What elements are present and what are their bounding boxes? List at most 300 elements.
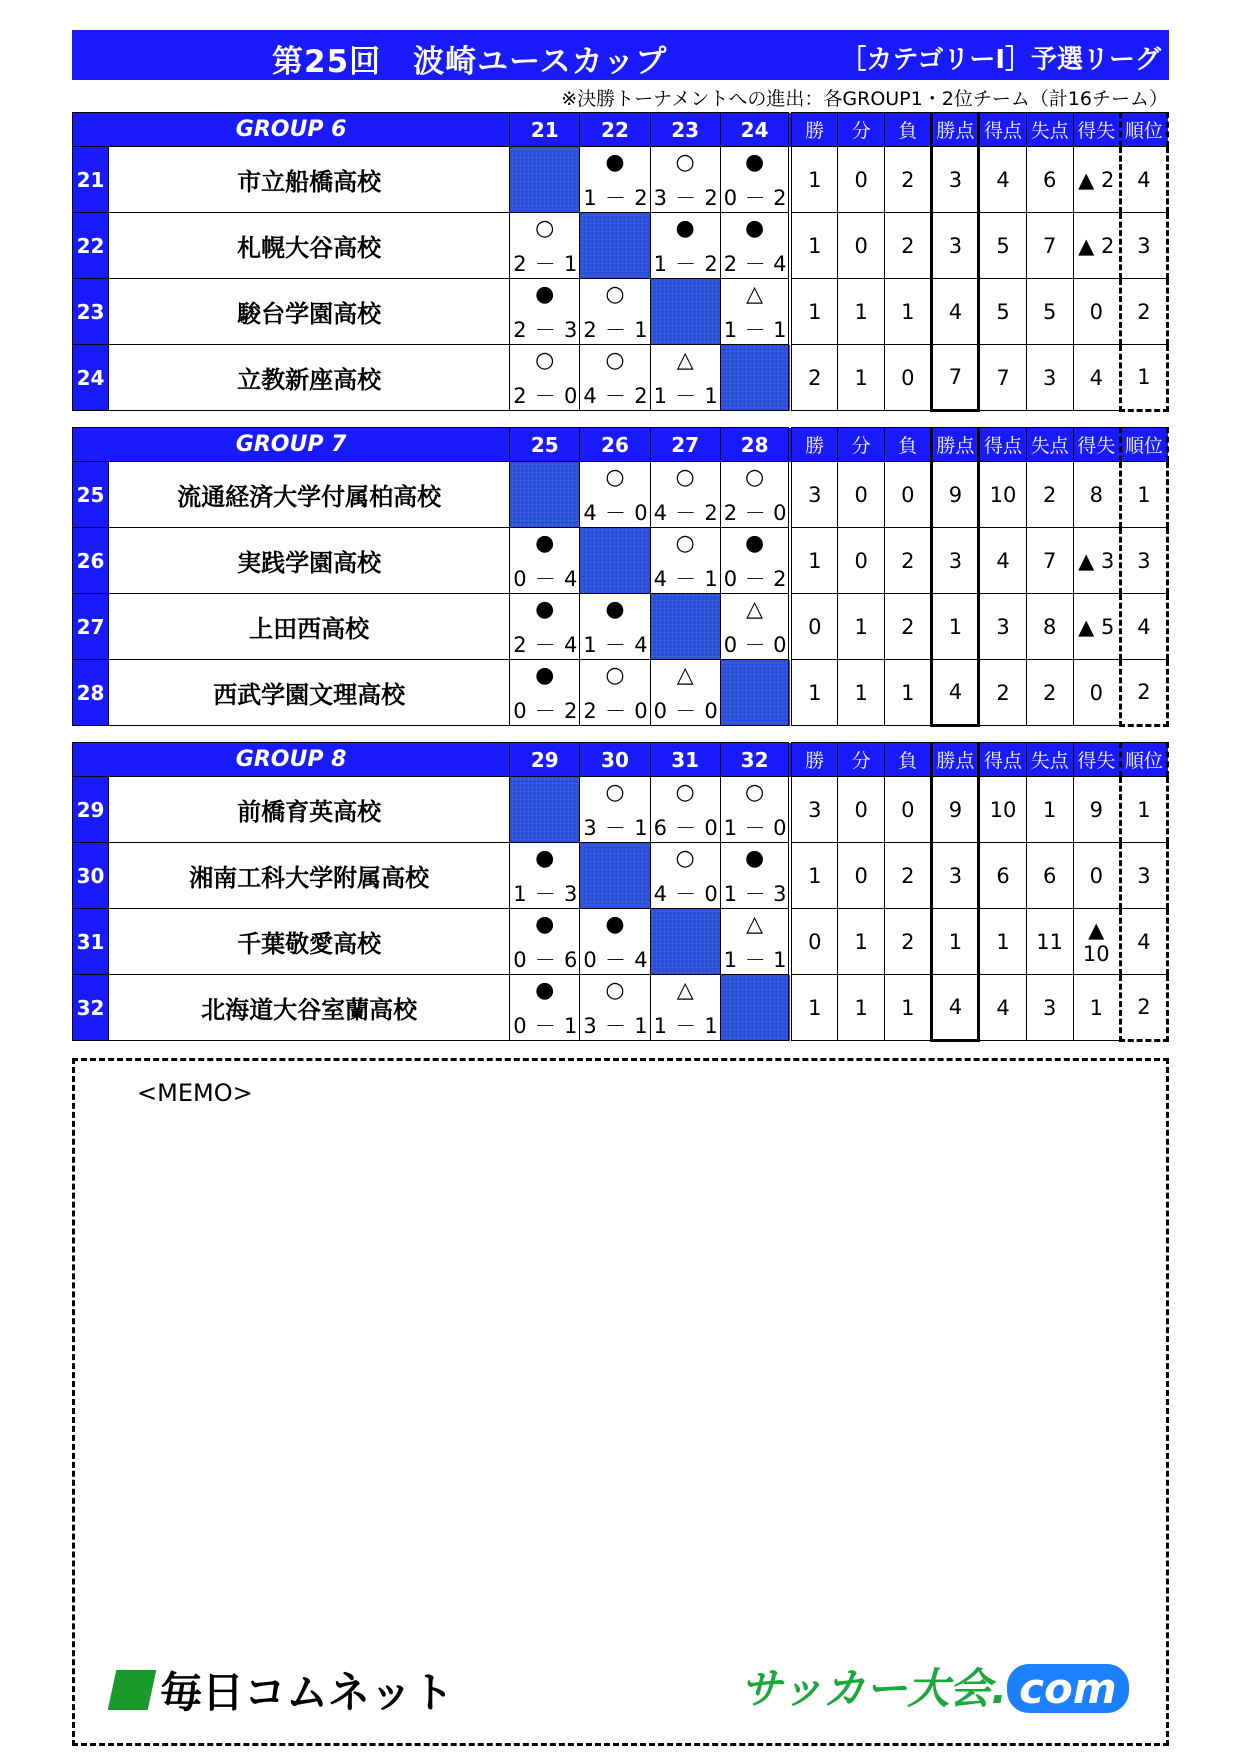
column-header-win: 勝 — [790, 428, 837, 462]
match-result-cell — [510, 345, 580, 411]
column-header-loss: 負 — [885, 113, 932, 147]
match-score — [513, 318, 577, 342]
score-for: 3 — [583, 1014, 597, 1038]
column-header-gf: 得点 — [979, 743, 1026, 777]
match-score — [654, 252, 718, 276]
stat-loss: 2 — [885, 528, 932, 594]
result-mark: ● — [535, 846, 555, 871]
match-result-cell — [510, 975, 580, 1041]
result-mark: ● — [535, 978, 555, 1003]
score-against: 1 — [704, 567, 718, 591]
table-row — [73, 975, 1168, 1041]
score-dash: － — [744, 567, 766, 591]
result-mark: ● — [535, 531, 555, 556]
score-for: 2 — [723, 501, 738, 525]
match-score — [654, 1014, 718, 1038]
stat-goals-for: 5 — [979, 279, 1026, 345]
stat-loss: 2 — [885, 594, 932, 660]
score-for: 1 — [653, 1014, 667, 1038]
stat-loss: 2 — [885, 843, 932, 909]
stat-goal-difference: 0 — [1073, 279, 1120, 345]
stat-goals-against: 11 — [1026, 909, 1073, 975]
match-result-cell — [720, 909, 790, 975]
team-name: 流通経済大学付属柏高校 — [109, 462, 510, 528]
match-result-cell — [650, 843, 720, 909]
result-mark: △ — [746, 912, 764, 937]
score-dash: － — [534, 318, 556, 342]
result-mark: ● — [744, 531, 765, 556]
score-dash: － — [604, 501, 626, 525]
stat-rank: 1 — [1120, 777, 1167, 843]
match-result-cell — [510, 909, 580, 975]
score-dash: － — [534, 252, 556, 276]
column-header-ga: 失点 — [1026, 428, 1073, 462]
score-dash: － — [675, 252, 697, 276]
stat-rank: 3 — [1120, 528, 1167, 594]
team-name: 実践学園高校 — [109, 528, 510, 594]
score-for: 1 — [583, 633, 597, 657]
opponent-number-header: 26 — [580, 428, 650, 462]
match-result-cell — [580, 462, 650, 528]
column-header-draw: 分 — [838, 743, 885, 777]
match-score — [654, 384, 718, 408]
stat-goal-difference: 4 — [1073, 345, 1120, 411]
score-against: 1 — [564, 1014, 578, 1038]
score-against: 2 — [634, 384, 648, 408]
score-against: 2 — [704, 252, 718, 276]
team-number: 25 — [73, 462, 109, 528]
team-name: 駿台学園高校 — [109, 279, 510, 345]
table-row — [73, 147, 1168, 213]
team-number: 24 — [73, 345, 109, 411]
score-for: 4 — [653, 882, 667, 906]
score-for: 6 — [653, 816, 667, 840]
result-mark: ○ — [535, 348, 555, 373]
score-against: 0 — [634, 699, 648, 723]
stat-goal-difference: 8 — [1073, 462, 1120, 528]
score-dash: － — [675, 699, 697, 723]
team-number: 31 — [73, 909, 109, 975]
stat-win: 1 — [790, 843, 837, 909]
group-name: GROUP 7 — [73, 428, 510, 462]
score-dash: － — [744, 882, 766, 906]
stat-goal-difference: 1 — [1073, 975, 1120, 1041]
column-header-points: 勝点 — [932, 428, 979, 462]
table-row — [73, 660, 1168, 726]
score-for: 1 — [723, 882, 738, 906]
match-score — [583, 948, 647, 972]
score-against: 0 — [634, 501, 648, 525]
match-score — [513, 882, 577, 906]
score-dash: － — [534, 633, 556, 657]
table-row — [73, 345, 1168, 411]
stat-loss: 1 — [885, 660, 932, 726]
self-match-cell — [580, 528, 650, 594]
stat-points: 3 — [932, 213, 979, 279]
score-dash: － — [675, 882, 697, 906]
score-against: 0 — [704, 882, 718, 906]
result-mark: ○ — [744, 780, 765, 805]
column-header-draw: 分 — [838, 428, 885, 462]
match-result-cell — [720, 843, 790, 909]
team-name: 立教新座高校 — [109, 345, 510, 411]
stat-goals-against: 2 — [1026, 462, 1073, 528]
score-for: 2 — [513, 633, 527, 657]
column-header-gd: 得失 — [1073, 743, 1120, 777]
match-score — [724, 816, 787, 840]
team-name: 前橋育英高校 — [109, 777, 510, 843]
self-match-cell — [510, 462, 580, 528]
memo-box — [72, 1058, 1169, 1746]
stat-points: 4 — [932, 279, 979, 345]
score-against: 4 — [634, 948, 648, 972]
stat-win: 3 — [790, 462, 837, 528]
match-score — [583, 318, 647, 342]
stat-rank: 4 — [1120, 909, 1167, 975]
score-dash: － — [534, 699, 556, 723]
team-number: 26 — [73, 528, 109, 594]
team-name: 市立船橋高校 — [109, 147, 510, 213]
match-score — [583, 633, 647, 657]
table-row — [73, 777, 1168, 843]
match-result-cell — [580, 909, 650, 975]
advancement-note: ※決勝トーナメントへの進出：各GROUP1・2位チーム（計16チーム） — [561, 88, 1168, 110]
result-mark: ○ — [675, 846, 695, 871]
result-mark: ○ — [605, 780, 625, 805]
score-dash: － — [604, 699, 626, 723]
score-dash: － — [604, 186, 626, 210]
stat-rank: 1 — [1120, 462, 1167, 528]
column-header-ga: 失点 — [1026, 743, 1073, 777]
score-against: 3 — [564, 318, 578, 342]
stat-rank: 2 — [1120, 660, 1167, 726]
score-against: 2 — [773, 567, 787, 591]
match-score — [724, 948, 787, 972]
score-dash: － — [534, 882, 556, 906]
match-result-cell — [510, 213, 580, 279]
stat-points: 3 — [932, 147, 979, 213]
match-score — [583, 1014, 647, 1038]
match-score — [724, 567, 787, 591]
column-header-gd: 得失 — [1073, 113, 1120, 147]
score-dash: － — [744, 318, 766, 342]
column-header-win: 勝 — [790, 113, 837, 147]
result-mark: ○ — [605, 282, 625, 307]
stat-draw: 0 — [838, 462, 885, 528]
score-against: 0 — [564, 384, 578, 408]
score-dash: － — [675, 384, 697, 408]
score-dash: － — [675, 1014, 697, 1038]
match-score — [654, 567, 718, 591]
score-dash: － — [744, 501, 766, 525]
match-score — [724, 252, 787, 276]
result-mark: ○ — [605, 465, 625, 490]
result-mark: ○ — [605, 348, 625, 373]
result-mark: ○ — [675, 780, 695, 805]
score-for: 0 — [513, 948, 527, 972]
match-score — [583, 186, 647, 210]
score-for: 3 — [653, 186, 667, 210]
score-dash: － — [675, 186, 697, 210]
score-for: 1 — [653, 384, 667, 408]
stat-goals-for: 6 — [979, 843, 1026, 909]
stat-rank: 2 — [1120, 279, 1167, 345]
match-score — [654, 699, 718, 723]
score-against: 2 — [704, 186, 718, 210]
score-for: 0 — [513, 1014, 527, 1038]
stat-win: 1 — [790, 975, 837, 1041]
stat-draw: 0 — [838, 777, 885, 843]
stat-win: 1 — [790, 528, 837, 594]
stat-rank: 4 — [1120, 594, 1167, 660]
column-header-loss: 負 — [885, 428, 932, 462]
score-against: 0 — [773, 816, 787, 840]
score-for: 4 — [653, 501, 667, 525]
opponent-number-header: 27 — [650, 428, 720, 462]
stat-draw: 1 — [838, 345, 885, 411]
team-name: 札幌大谷高校 — [109, 213, 510, 279]
stat-goals-against: 3 — [1026, 345, 1073, 411]
match-score — [513, 1014, 577, 1038]
team-number: 30 — [73, 843, 109, 909]
score-for: 2 — [513, 384, 527, 408]
stat-points: 4 — [932, 975, 979, 1041]
stat-goals-against: 2 — [1026, 660, 1073, 726]
team-name: 湘南工科大学附属高校 — [109, 843, 510, 909]
stat-goals-against: 6 — [1026, 843, 1073, 909]
stat-win: 0 — [790, 909, 837, 975]
title-bar — [72, 30, 1169, 80]
score-against: 1 — [704, 1014, 718, 1038]
column-header-gd: 得失 — [1073, 428, 1120, 462]
match-result-cell — [720, 213, 790, 279]
group-table — [72, 427, 1169, 727]
result-mark: ○ — [675, 531, 695, 556]
team-number: 23 — [73, 279, 109, 345]
match-result-cell — [580, 777, 650, 843]
stat-draw: 0 — [838, 528, 885, 594]
column-header-points: 勝点 — [932, 743, 979, 777]
stat-rank: 4 — [1120, 147, 1167, 213]
self-match-cell — [720, 345, 790, 411]
result-mark: △ — [676, 978, 694, 1003]
match-result-cell — [650, 147, 720, 213]
match-score — [513, 633, 577, 657]
score-for: 1 — [583, 186, 597, 210]
table-row — [73, 909, 1168, 975]
score-for: 1 — [653, 252, 667, 276]
score-against: 4 — [773, 252, 787, 276]
stat-goals-against: 8 — [1026, 594, 1073, 660]
column-header-loss: 負 — [885, 743, 932, 777]
opponent-number-header: 28 — [720, 428, 790, 462]
stat-goals-for: 4 — [979, 528, 1026, 594]
stat-points: 9 — [932, 462, 979, 528]
score-for: 2 — [513, 318, 527, 342]
result-mark: ● — [675, 216, 695, 241]
stat-win: 1 — [790, 147, 837, 213]
match-result-cell — [650, 975, 720, 1041]
self-match-cell — [580, 213, 650, 279]
stat-points: 1 — [932, 594, 979, 660]
score-for: 2 — [583, 318, 597, 342]
match-result-cell — [650, 660, 720, 726]
stat-goals-for: 10 — [979, 462, 1026, 528]
match-result-cell — [720, 594, 790, 660]
score-dash: － — [675, 567, 697, 591]
match-score — [654, 501, 718, 525]
stat-goals-for: 10 — [979, 777, 1026, 843]
result-mark: ● — [535, 597, 555, 622]
stat-points: 9 — [932, 777, 979, 843]
stat-goal-difference: ▲ 2 — [1073, 147, 1120, 213]
team-number: 27 — [73, 594, 109, 660]
match-result-cell — [580, 975, 650, 1041]
team-number: 29 — [73, 777, 109, 843]
mainichi-comnet-logo-icon — [108, 1670, 157, 1710]
score-dash: － — [534, 1014, 556, 1038]
result-mark: △ — [676, 663, 694, 688]
score-for: 0 — [723, 567, 738, 591]
stat-goal-difference: 0 — [1073, 843, 1120, 909]
stat-points: 4 — [932, 660, 979, 726]
column-header-win: 勝 — [790, 743, 837, 777]
stat-draw: 1 — [838, 594, 885, 660]
result-mark: ● — [744, 846, 765, 871]
result-mark: ○ — [605, 663, 625, 688]
result-mark: △ — [746, 282, 764, 307]
score-against: 4 — [564, 567, 578, 591]
opponent-number-header: 22 — [580, 113, 650, 147]
stat-goal-difference: ▲ 2 — [1073, 213, 1120, 279]
logo-right-dot: . — [991, 1664, 1008, 1713]
score-for: 1 — [723, 816, 738, 840]
soccer-taikai-logo — [740, 1656, 1129, 1716]
match-score — [513, 948, 577, 972]
stat-goals-against: 3 — [1026, 975, 1073, 1041]
stat-goal-difference: 9 — [1073, 777, 1120, 843]
score-dash: － — [604, 633, 626, 657]
stat-win: 1 — [790, 660, 837, 726]
result-mark: ● — [605, 150, 625, 175]
team-number: 28 — [73, 660, 109, 726]
score-against: 2 — [704, 501, 718, 525]
score-dash: － — [604, 384, 626, 408]
score-dash: － — [744, 633, 766, 657]
stat-points: 7 — [932, 345, 979, 411]
stat-rank: 2 — [1120, 975, 1167, 1041]
match-result-cell — [720, 777, 790, 843]
result-mark: △ — [676, 348, 694, 373]
score-against: 2 — [564, 699, 578, 723]
match-result-cell — [580, 147, 650, 213]
page-title: 第25回 波崎ユースカップ — [272, 44, 668, 80]
self-match-cell — [510, 147, 580, 213]
self-match-cell — [510, 777, 580, 843]
match-score — [724, 318, 787, 342]
memo-label: <MEMO> — [137, 1079, 253, 1107]
match-result-cell — [650, 345, 720, 411]
opponent-number-header: 32 — [720, 743, 790, 777]
score-for: 4 — [653, 567, 667, 591]
match-score — [724, 186, 787, 210]
opponent-number-header: 23 — [650, 113, 720, 147]
stat-goal-difference: ▲ 5 — [1073, 594, 1120, 660]
stat-win: 2 — [790, 345, 837, 411]
match-score — [513, 567, 577, 591]
stat-goals-against: 6 — [1026, 147, 1073, 213]
stat-rank: 1 — [1120, 345, 1167, 411]
group-table — [72, 742, 1169, 1042]
stat-goals-against: 1 — [1026, 777, 1073, 843]
stat-goals-for: 3 — [979, 594, 1026, 660]
team-number: 21 — [73, 147, 109, 213]
match-score — [654, 882, 718, 906]
score-for: 3 — [583, 816, 597, 840]
column-header-rank: 順位 — [1120, 743, 1167, 777]
match-score — [513, 252, 577, 276]
score-dash: － — [744, 948, 766, 972]
score-for: 2 — [583, 699, 597, 723]
self-match-cell — [650, 594, 720, 660]
match-result-cell — [650, 462, 720, 528]
column-header-gf: 得点 — [979, 113, 1026, 147]
match-result-cell — [580, 660, 650, 726]
result-mark: ● — [535, 282, 555, 307]
stat-loss: 0 — [885, 345, 932, 411]
result-mark: ● — [744, 150, 765, 175]
score-dash: － — [534, 567, 556, 591]
score-against: 0 — [773, 501, 787, 525]
column-header-ga: 失点 — [1026, 113, 1073, 147]
result-mark: ○ — [675, 465, 695, 490]
stat-goals-for: 5 — [979, 213, 1026, 279]
stat-goals-for: 2 — [979, 660, 1026, 726]
team-number: 22 — [73, 213, 109, 279]
score-against: 1 — [564, 252, 578, 276]
score-against: 1 — [634, 318, 648, 342]
score-dash: － — [604, 816, 626, 840]
score-against: 4 — [564, 633, 578, 657]
match-result-cell — [510, 528, 580, 594]
column-header-gf: 得点 — [979, 428, 1026, 462]
team-name: 千葉敬愛高校 — [109, 909, 510, 975]
score-against: 2 — [634, 186, 648, 210]
self-match-cell — [650, 279, 720, 345]
team-name: 西武学園文理高校 — [109, 660, 510, 726]
score-dash: － — [534, 948, 556, 972]
mainichi-comnet-logo — [112, 1660, 454, 1720]
score-for: 2 — [513, 252, 527, 276]
stat-win: 3 — [790, 777, 837, 843]
self-match-cell — [650, 909, 720, 975]
result-mark: ○ — [744, 465, 765, 490]
stat-draw: 0 — [838, 843, 885, 909]
match-result-cell — [510, 843, 580, 909]
score-for: 2 — [723, 252, 738, 276]
column-header-points: 勝点 — [932, 113, 979, 147]
score-for: 4 — [583, 384, 597, 408]
score-dash: － — [744, 252, 766, 276]
table-row — [73, 213, 1168, 279]
stat-loss: 1 — [885, 279, 932, 345]
group-name: GROUP 6 — [73, 113, 510, 147]
stat-loss: 0 — [885, 777, 932, 843]
match-result-cell — [580, 279, 650, 345]
stat-points: 3 — [932, 843, 979, 909]
stat-loss: 2 — [885, 147, 932, 213]
stat-draw: 1 — [838, 909, 885, 975]
